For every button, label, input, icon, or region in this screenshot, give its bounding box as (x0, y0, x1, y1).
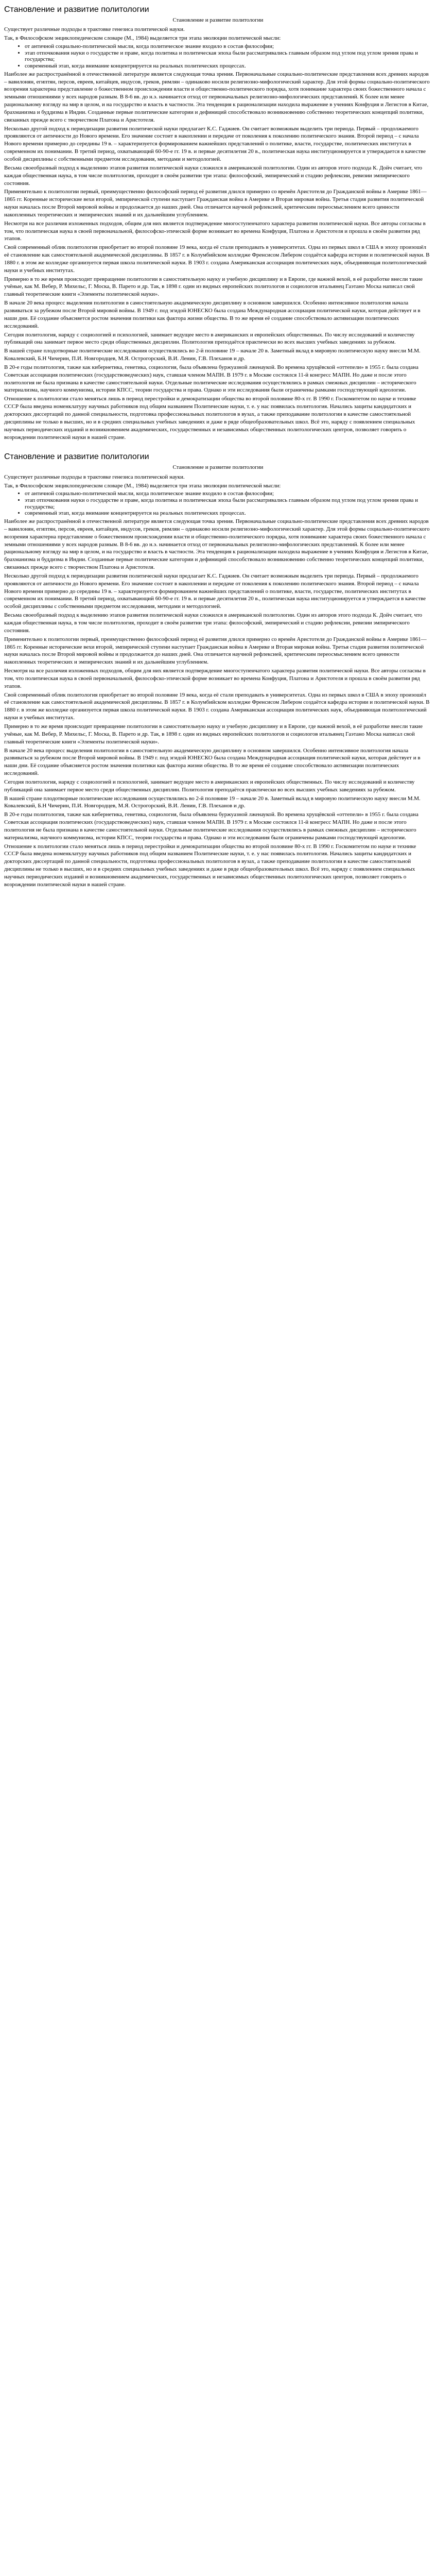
body-paragraph: Несколько другой подход к периодизации развития политической науки предлагает К.С. Гаджиев. Он считает возможным выделить три периода. Первый – продолжаемого проявляются от античности до Нового времени. Его значение состоит в накоплении и передаче от поколения к поколению политического знания. Второй период – с начала Нового времени примерно до середины 19 в. – характеризуется формированием важнейших представлений о политике, власти, государстве, политических институтах в современном их понимании. В третий период, охватывающий 60-90-е гг. 19 в. и первые десятилетия 20 в., политическая наука институционируется и утверждается в качестве особой дисциплины с собственными предметом исследования, методами и методологией. (4, 125, 426, 162)
body-paragraph: В нашей стране плодотворные политические исследования осуществлялись во 2-й половине 19 – начале 20 в. Заметный вклад в мировую политическую науку внесли М.М. Ковалевский, Б.Н Чичерин, П.И. Новгородцев, М.Я. Острогорский, В.И. Ленин, Г.В. Плеханов и др. (4, 348, 421, 362)
document-body (4, 4, 432, 889)
body-paragraph: В 20-е годы политология, также как кибернетика, генетика, социология, была объявлена буржуазной лженаукой. Во времена хрущёвской «оттепели» в 1955 г. была создана Советская ассоциация политических (государствоведческих) наук, ставшая членом МАПН. В 1979 г. в Москве состоялся 11-й конгресс МАПН. Но даже и после этого политология не была признана в качестве самостоятельной науки. Отдельные политические исследования осуществлялись в рамках смежных дисциплин – исторического материализма, научного коммунизма, истории КПСС, теории государства и права. Однако и эти исследования были ограничены рамками господствующей идеологии. (4, 364, 418, 394)
body-paragraph: Весьма своеобразный подход к выделению этапов развития политической науки сложился в американской политологии. Один из авторов этого подхода К. Дойч считает, что каждая общественная наука, в том числе политология, проходит в своём развитии три этапа: философский, эмпирический и стадию рефлексии, ревизии эмпирического состояния. (4, 164, 423, 187)
body-paragraph: В начале 20 века процесс выделения политологии в самостоятельную академическую дисциплину в основном завершился. Особенно интенсивное политология начала развиваться за рубежом после Второй мировой войны. В 1949 г. под эгидой ЮНЕСКО была создана Международная ассоциация политической науки, которая действует и в наши дни. Её создание объясняется ростом значения политики как фактора жизни общества. В то же время её создание способствовало активизации политических исследований. (4, 747, 421, 777)
body-paragraph: Несмотря на все различия изложенных подходов, общим для них является подтверждение многоступенчатого характера развития политической науки. Все авторы согласны в том, что политическая наука в своей первоначальной, философско-этической форме возникает во времена Конфуция, Платона и Аристотеля и прошла в своём развитии ряд этапов. (4, 668, 426, 689)
body-paragraph: Наиболее же распространённой в отечественной литературе является следующая точка зрения. Первоначальные социально-политические представления всех древних народов – вавилонян, египтян, персов, евреев, китайцев, индусов, греков, римлян – одинаково носили религиозно-мифологический характер. Для этой формы социально-политического воззрения характерна представление о божественном происхождении власти и общественно-политического порядка, хотя понимание характера своих божественного начала с земными отношениями у всех народов разным. В 8-6 вв. до н.э. начинается отход от первоначальных религиозно-мифологических представлений. К более или менее рациональному взгляду на мир в целом, и на государство и власть в частности. Эта тенденция к рационализации находила выражение в учениях Конфуция и Легистов в Китае, брахманизма и буддизма в Индии. Созданные первые политические категории и дефиниций способствовало возникновению собственно теоретических концепций политики, связанных прежде всего с творчеством Платона и Аристотеля. (4, 518, 430, 571)
body-paragraph: В 20-е годы политология, также как кибернетика, генетика, социология, была объявлена буржуазной лженаукой. Во времена хрущёвской «оттепели» в 1955 г. была создана Советская ассоциация политических (государствоведческих) наук, ставшая членом МАПН. В 1979 г. в Москве состоялся 11-й конгресс МАПН. Но даже и после этого политология не была признана в качестве самостоятельной науки. Отдельные политические исследования осуществлялись в рамках смежных дисциплин – исторического материализма, научного коммунизма, истории КПСС, теории государства и права. Однако и эти исследования были ограничены рамками господствующей идеологии. (4, 811, 418, 841)
body-paragraph: В нашей стране плодотворные политические исследования осуществлялись во 2-й половине 19 – начале 20 в. Заметный вклад в мировую политическую науку внесли М.М. Ковалевский, Б.Н Чичерин, П.И. Новгородцев, М.Я. Острогорский, В.И. Ленин, Г.В. Плеханов и др. (4, 795, 421, 809)
stage-list-item: • этап отпочкования науки о государстве и праве, когда политика и политическая эпоха были рассматривались главным образом под углом под углом зрения права и государства; (25, 497, 432, 510)
stages-list (4, 43, 432, 70)
article-section (4, 4, 432, 441)
body-paragraph: Свой современный облик политология приобретает во второй половине 19 века, когда её стали преподавать в университетах. Одна из первых школ в США в эпоху произошёл её становление как самостоятельной академической дисциплины. В 1857 г. в Колумбийском колледже Френсисом Либером создаётся кафедра истории и политической науки. В 1880 г. в этом же колледже организуется первая школа политической науки. В 1903 г. создана Американская ассоциация политических наук, объединяющая политологический науки и учебных институтах. (4, 244, 430, 274)
body-paragraph: Наиболее же распространённой в отечественной литературе является следующая точка зрения. Первоначальные социально-политические представления всех древних народов – вавилонян, египтян, персов, евреев, китайцев, индусов, греков, римлян – одинаково носили религиозно-мифологический характер. Для этой формы социально-политического воззрения характерна представление о божественном происхождении власти и общественно-политического порядка, хотя понимание характера своих божественного начала с земными отношениями у всех народов разным. В 8-6 вв. до н.э. начинается отход от первоначальных религиозно-мифологических представлений. К более или менее рациональному взгляду на мир в целом, и на государство и власть в частности. Эта тенденция к рационализации находила выражение в учениях Конфуция и Легистов в Китае, брахманизма и буддизма в Индии. Созданные первые политические категории и дефиниций способствовало возникновению собственно теоретических концепций политики, связанных прежде всего с творчеством Платона и Аристотеля. (4, 71, 430, 123)
intro-paragraph: Так, в Философском энциклопедическом словаре (М., 1984) выделяется три этапа эволюции политической мысли: (4, 35, 281, 42)
body-paragraph: Отношение к политологии стало меняться лишь в период перестройки и демократизации общества во второй половине 80-х гг. В 1990 г. Госкомитетом по науке и технике СССР была введена номенклатуру научных работников под общим названием Политические науки, т. е. у нас появилась политология. Начались защиты кандидатских и докторских диссертаций по данной специальности, подготовка профессиональных политологов в вузах, а также преподавание политологии в качестве самостоятельной дисциплины не только в высших, но и в средних специальных учебных заведениях и даже в ряде общеобразовательных школ. Всё это, наряду с появлением специальных научных периодических изданий и возникновением академических, государственных и независимых общественных политологических центров, позволяет говорить о возрождении политической науки в нашей стране. (4, 843, 416, 888)
intro-paragraph: Так, в Философском энциклопедическом словаре (М., 1984) выделяется три этапа эволюции политической мысли: (4, 482, 281, 489)
stage-list-item: • от античной социально-политической мысли, когда политическое знание входило в состав философии; (25, 43, 432, 50)
article-title: Становление и развитие политологии (4, 452, 149, 462)
body-paragraph: Отношение к политологии стало меняться лишь в период перестройки и демократизации общества во второй половине 80-х гг. В 1990 г. Госкомитетом по науке и технике СССР была введена номенклатуру научных работников под общим названием Политические науки, т. е. у нас появилась политология. Начались защиты кандидатских и докторских диссертаций по данной специальности, подготовка профессиональных политологов в вузах, а также преподавание политологии в качестве самостоятельной дисциплины не только в высших, но и в средних специальных учебных заведениях и даже в ряде общеобразовательных школ. Всё это, наряду с появлением специальных научных периодических изданий и возникновением академических, государственных и независимых общественных политологических центров, позволяет говорить о возрождении политической науки в нашей стране. (4, 396, 416, 440)
body-paragraph: Сегодня политология, наряду с социологией и психологией, занимает ведущее место в американских и европейских общественных. По числу исследований и количеству публикаций она занимает первое место среди общественных дисциплин. Политология преподаётся практически во всех высших учебных заведениях за рубежом. (4, 778, 415, 793)
body-paragraph: Несмотря на все различия изложенных подходов, общим для них является подтверждение многоступенчатого характера развития политической науки. Все авторы согласны в том, что политическая наука в своей первоначальной, философско-этической форме возникает во времена Конфуция, Платона и Аристотеля и прошла в своём развитии ряд этапов. (4, 220, 426, 242)
body-paragraph: Несколько другой подход к периодизации развития политической науки предлагает К.С. Гаджиев. Он считает возможным выделить три периода. Первый – продолжаемого проявляются от античности до Нового времени. Его значение состоит в накоплении и передаче от поколения к поколению политического знания. Второй период – с начала Нового времени примерно до середины 19 в. – характеризуется формированием важнейших представлений о политике, власти, государстве, политических институтах в современном их понимании. В третий период, охватывающий 60-90-е гг. 19 в. и первые десятилетия 20 в., политическая наука институционируется и утверждается в качестве особой дисциплины с собственными предметом исследования, методами и методологией. (4, 572, 426, 610)
article-title: Становление и развитие политологии (4, 5, 149, 14)
stage-list-item: • современный этап, когда внимание концентрируется на реальных политических процессах. (25, 63, 432, 70)
article-section (4, 451, 432, 888)
body-paragraph: Применительно к политологии первый, преимущественно философский период её развития длился примерно со времён Аристотеля до Гражданской войны в Америке 1861—1865 гг. Коренные исторические вехи второй, эмпирической ступени наступает Гражданская война в Америке и Вторая мировая война. Третья стадия развития политической науки началась после Второй мировой войны и продолжается до наших дней. Она отличается научной рефлексией, критическим переосмыслением всего ценности накопленных теоретических и эмпирических знаний и их дальнейшим углублением. (4, 636, 427, 666)
stage-list-item: • современный этап, когда внимание концентрируется на реальных политических процессах. (25, 510, 432, 517)
stage-list-item: • этап отпочкования науки о государстве и праве, когда политика и политическая эпоха были рассматривались главным образом под углом под углом зрения права и государства; (25, 50, 432, 63)
stages-list (4, 490, 432, 517)
document-page (0, 0, 436, 902)
body-paragraph: Весьма своеобразный подход к выделению этапов развития политической науки сложился в американской политологии. Один из авторов этого подхода К. Дойч считает, что каждая общественная наука, в том числе политология, проходит в своём развитии три этапа: философский, эмпирический и стадию рефлексии, ревизии эмпирического состояния. (4, 612, 423, 634)
body-paragraph: Примерно в то же время происходит превращение политологии в самостоятельную науку и учебную дисциплину и в Европе, где важной вехой, в её разработке внесли такие учёные, как М. Вебер, Р. Михельс, Г. Моска, В. Парето и др. Так, в 1898 г. один из видных европейских политологов и социологов итальянец Гаэтано Моска написал свой главный теоретические книги «Элементы политической науки». (4, 276, 423, 298)
intro-paragraph: Существует различные подходы в трактовке генезиса политической науки. (4, 473, 185, 480)
body-paragraph: Примерно в то же время происходит превращение политологии в самостоятельную науку и учебную дисциплину и в Европе, где важной вехой, в её разработке внесли такие учёные, как М. Вебер, Р. Михельс, Г. Моска, В. Парето и др. Так, в 1898 г. один из видных европейских политологов и социологов итальянец Гаэтано Моска написал свой главный теоретические книги «Элементы политической науки». (4, 723, 423, 745)
body-paragraph: В начале 20 века процесс выделения политологии в самостоятельную академическую дисциплину в основном завершился. Особенно интенсивное политология начала развиваться за рубежом после Второй мировой войны. В 1949 г. под эгидой ЮНЕСКО была создана Международная ассоциация политической науки, которая действует и в наши дни. Её создание объясняется ростом значения политики как фактора жизни общества. В то же время её создание способствовало активизации политических исследований. (4, 300, 421, 329)
body-paragraph: Свой современный облик политология приобретает во второй половине 19 века, когда её стали преподавать в университетах. Одна из первых школ в США в эпоху произошёл её становление как самостоятельной академической дисциплины. В 1857 г. в Колумбийском колледже Френсисом Либером создаётся кафедра истории и политической науки. В 1880 г. в этом же колледже организуется первая школа политической науки. В 1903 г. создана Американская ассоциация политических наук, объединяющая политологический науки и учебных институтах. (4, 691, 430, 721)
article-subtitle: Становление и развитие политологии (172, 464, 264, 470)
body-paragraph: Сегодня политология, наряду с социологией и психологией, занимает ведущее место в американских и европейских общественных. По числу исследований и количеству публикаций она занимает первое место среди общественных дисциплин. Политология преподаётся практически во всех высших учебных заведениях за рубежом. (4, 331, 415, 346)
body-paragraph: Применительно к политологии первый, преимущественно философский период её развития длился примерно со времён Аристотеля до Гражданской войны в Америке 1861—1865 гг. Коренные исторические вехи второй, эмпирической ступени наступает Гражданская война в Америке и Вторая мировая война. Третья стадия развития политической науки началась после Второй мировой войны и продолжается до наших дней. Она отличается научной рефлексией, критическим переосмыслением всего ценности накопленных теоретических и эмпирических знаний и их дальнейшим углублением. (4, 189, 427, 218)
intro-paragraph: Существует различные подходы в трактовке генезиса политической науки. (4, 26, 185, 33)
article-subtitle: Становление и развитие политологии (172, 16, 264, 23)
stage-list-item: • от античной социально-политической мысли, когда политическое знание входило в состав философии; (25, 490, 432, 497)
